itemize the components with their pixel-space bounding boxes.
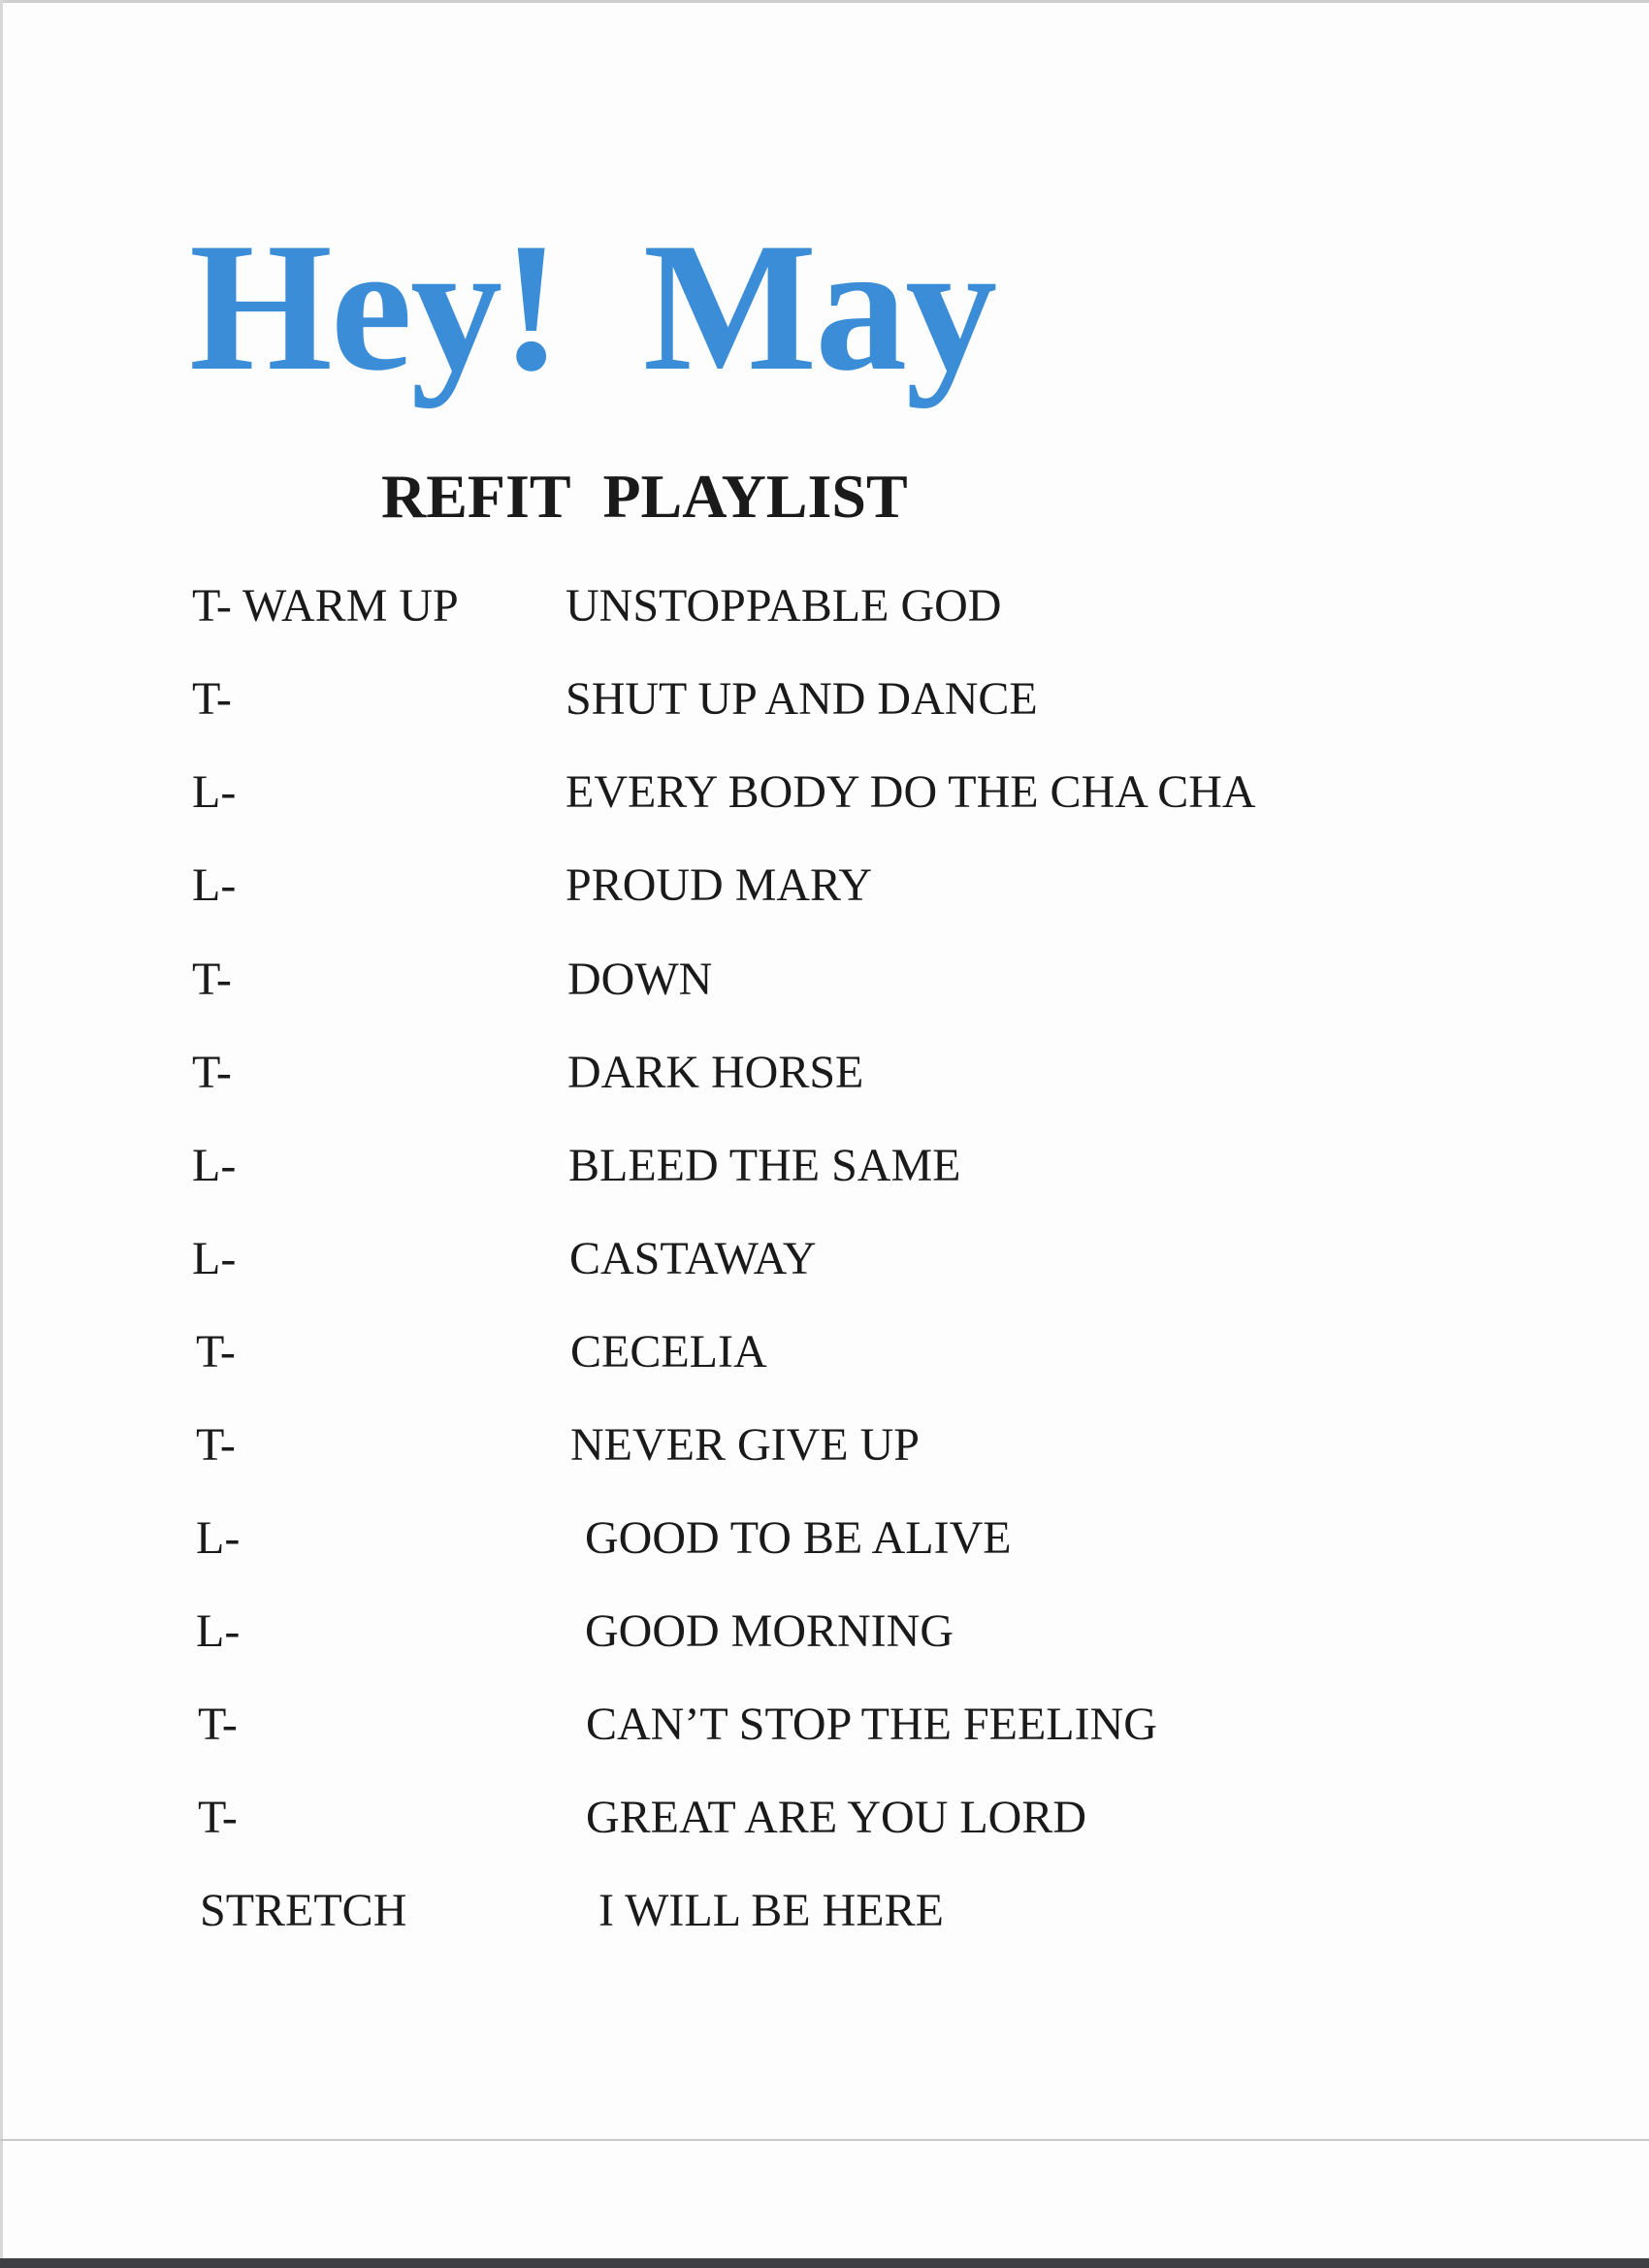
song-title: GREAT ARE YOU LORD <box>586 1792 1087 1843</box>
scan-fold-line <box>0 2139 1649 2141</box>
song-title: CASTAWAY <box>569 1233 817 1284</box>
segment-label: T- <box>192 954 232 1005</box>
segment-label: T- <box>198 1792 238 1843</box>
playlist-heading: REFIT PLAYLIST <box>381 462 908 531</box>
segment-label: T- <box>196 1419 236 1471</box>
playlist-row <box>0 1505 1649 1572</box>
segment-label: L- <box>192 766 237 818</box>
song-title: NEVER GIVE UP <box>570 1419 920 1471</box>
segment-label: T- WARM UP <box>192 580 459 632</box>
playlist-row <box>0 572 1649 640</box>
playlist-row <box>0 1691 1649 1759</box>
segment-label: T- <box>192 1047 232 1098</box>
segment-label: L- <box>196 1512 241 1564</box>
segment-label: L- <box>196 1605 241 1657</box>
playlist-row <box>0 1411 1649 1479</box>
song-title: I WILL BE HERE <box>598 1885 944 1936</box>
segment-label: STRETCH <box>200 1885 407 1936</box>
playlist-row <box>0 1039 1649 1107</box>
playlist-row <box>0 946 1649 1014</box>
song-title: DARK HORSE <box>567 1047 864 1098</box>
playlist-row <box>0 1132 1649 1200</box>
song-title: CAN’T STOP THE FEELING <box>586 1699 1157 1750</box>
playlist-row <box>0 1598 1649 1666</box>
playlist-row <box>0 1784 1649 1852</box>
segment-label: L- <box>192 1233 237 1284</box>
song-title: EVERY BODY DO THE CHA CHA <box>566 766 1256 818</box>
song-title: UNSTOPPABLE GOD <box>566 580 1002 632</box>
song-title: GOOD TO BE ALIVE <box>585 1512 1012 1564</box>
song-title: BLEED THE SAME <box>568 1140 961 1191</box>
segment-label: L- <box>192 859 237 911</box>
song-title: GOOD MORNING <box>585 1605 954 1657</box>
segment-label: L- <box>192 1140 237 1191</box>
page-title: Hey! May <box>189 206 996 409</box>
song-title: CECELIA <box>570 1326 767 1377</box>
playlist-row <box>0 665 1649 733</box>
song-title: PROUD MARY <box>566 859 873 911</box>
song-title: DOWN <box>567 954 713 1005</box>
segment-label: T- <box>198 1699 238 1750</box>
playlist-row <box>0 1877 1649 1945</box>
playlist-row <box>0 1318 1649 1386</box>
scan-bottom-edge <box>0 2258 1649 2268</box>
playlist-row <box>0 852 1649 920</box>
segment-label: T- <box>192 673 232 725</box>
playlist-row <box>0 759 1649 826</box>
segment-label: T- <box>196 1326 236 1377</box>
song-title: SHUT UP AND DANCE <box>566 673 1038 725</box>
playlist-row <box>0 1225 1649 1293</box>
